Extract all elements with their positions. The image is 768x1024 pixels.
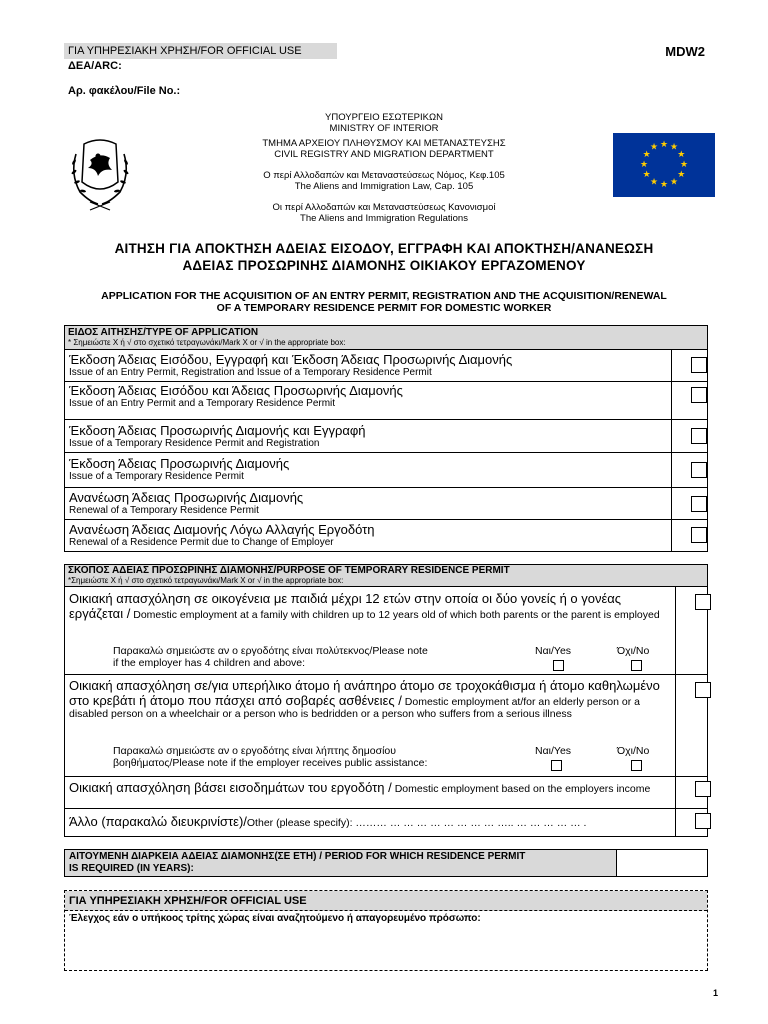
type-row [65,420,707,453]
type-row-label-en: Issue of a Temporary Residence Permit [69,471,244,482]
type-checkbox[interactable] [691,357,707,373]
ministry-line-gr: ΥΠΟΥΡΓΕΙΟ ΕΣΩΤΕΡΙΚΩΝ [325,112,443,123]
duration-label-line1: ΑΙΤΟΥΜΕΝΗ ΔΙΑΡΚΕΙΑ ΑΔΕΙΑΣ ΔΙΑΜΟΝΗΣ(ΣΕ ΕΤΗ) / PERIOD FOR WHICH RESIDENCE PERMIT [69,851,526,862]
purpose-row-children [65,587,707,675]
title-greek-line1: ΑΙΤΗΣΗ ΓΙΑ ΑΠΟΚΤΗΣΗ ΑΔΕΙΑΣ ΕΙΣΟΔΟΥ, ΕΓΓΡΑΦΗ ΚΑΙ ΑΠΟΚΤΗΣΗ/ΑΝΑΝΕΩΣΗ [114,241,654,256]
type-row-label-gr: Έκδοση Άδειας Εισόδου και Άδειας Προσωρινής Διαμονής [69,383,403,398]
arc-label: ΔΕΑ/ARC: [68,60,122,72]
type-row-label-gr: Ανανέωση Άδειας Διαμονής Λόγω Αλλαγής Εργοδότη [69,522,375,537]
svg-text:★: ★ [642,170,651,180]
regulations-line-en: The Aliens and Immigration Regulations [300,213,468,224]
type-row-label-gr: Ανανέωση Άδειας Προσωρινής Διαμονής [69,490,304,505]
svg-text:★: ★ [659,180,669,190]
yes-checkbox[interactable] [553,660,564,671]
file-no-label: Αρ. φακέλου/File No.: [68,85,181,97]
type-row-label-en: Issue of a Temporary Residence Permit and Registration [69,438,320,449]
type-row-label-en: Issue of an Entry Permit and a Temporary Residence Permit [69,398,336,409]
type-row-label-gr: Έκδοση Άδειας Προσωρινής Διαμονής [69,456,290,471]
svg-text:★: ★ [649,177,659,188]
ministry-block [0,112,768,224]
purpose-section-note: *Σημειώστε Χ ή √ στο σχετικό τετραγωνάκι/Mark X or √ in the appropriate box: [68,576,344,585]
purpose-section [64,564,708,837]
svg-text:★: ★ [669,177,679,188]
title-greek [0,240,768,274]
title-english-line1: APPLICATION FOR THE ACQUISITION OF AN ENTRY PERMIT, REGISTRATION AND THE ACQUISITION/RENEWAL [101,290,667,302]
public-assistance-question [113,745,427,769]
type-row-label-en: Renewal of a Temporary Residence Permit [69,505,259,516]
type-row-label-gr: Έκδοση Άδειας Εισόδου, Εγγραφή και Έκδοση Άδειας Προσωρινής Διαμονής [69,352,513,367]
department-line-gr: ΤΜΗΜΑ ΑΡΧΕΙΟΥ ΠΛΗΘΥΣΜΟΥ ΚΑΙ ΜΕΤΑΝΑΣΤΕΥΣΗΣ [262,138,506,149]
yes-checkbox[interactable] [551,760,562,771]
purpose-label-gr: Οικιακή απασχόληση σε/για υπερήλικο άτομο ή ανάπηρο άτομο σε τροχοκάθισμα ή άτομο καθηλωμένο στο κρεβάτι ή άτομο που πάσχει από σοβαρές ασθένειες / [69,678,660,708]
title-greek-line2: ΑΔΕΙΑΣ ΠΡΟΣΩΡΙΝΗΣ ΔΙΑΜΟΝΗΣ ΟΙΚΙΑΚΟΥ ΕΡΓΑΖΟΜΕΝΟΥ [182,258,586,273]
department-line-en: CIVIL REGISTRY AND MIGRATION DEPARTMENT [274,149,494,160]
no-label: Όχι/No [617,745,650,757]
title-english-line2: OF A TEMPORARY RESIDENCE PERMIT FOR DOMESTIC WORKER [216,302,552,314]
type-section-note: * Σημειώστε Χ ή √ στο σχετικό τετραγωνάκι/Mark X or √ in the appropriate box: [68,338,346,347]
svg-text:★: ★ [649,142,659,153]
question-line2: if the employer has 4 children and above: [113,657,306,669]
question-line2: βοηθήματος/Please note if the employer receives public assistance: [113,757,428,769]
type-checkbox[interactable] [691,496,707,512]
law-line-gr: Ο περί Αλλοδαπών και Μεταναστεύσεως Νόμος, Κεφ.105 [263,170,505,181]
type-of-application-section [64,325,708,552]
type-section-title: ΕΙΔΟΣ ΑΙΤΗΣΗΣ/TYPE OF APPLICATION [68,327,259,338]
wanted-person-check-label: Έλεγχος εάν ο υπήκοος τρίτης χώρας είναι αναζητούμενο ή απαγορευμένο πρόσωπο: [69,913,481,924]
svg-text:★: ★ [669,142,679,153]
svg-text:★: ★ [639,160,649,170]
type-checkbox[interactable] [691,462,707,478]
svg-text:★: ★ [642,150,651,160]
type-row [65,350,707,382]
purpose-label-gr: Οικιακή απασχόληση βάσει εισοδημάτων του εργοδότη / [69,780,392,795]
other-specify-field[interactable]: Other (please specify): ……… … … … … … … … … ….. … … … … … . [246,817,587,829]
yes-label: Ναι/Yes [535,645,572,657]
svg-text:★: ★ [677,150,686,160]
purpose-row-elderly [65,675,707,777]
type-row-label-en: Renewal of a Residence Permit due to Change of Employer [69,537,334,548]
type-row [65,453,707,488]
duration-label [65,850,617,876]
purpose-label-gr: Οικιακή απασχόληση σε οικογένεια με παιδιά μέχρι 12 ετών στην οποία οι δύο γονείς ή ο γονέας εργάζεται / [69,591,622,621]
type-checkbox[interactable] [691,527,707,543]
svg-text:★: ★ [677,170,686,180]
duration-years-input[interactable] [618,850,707,876]
question-line1: Παρακαλώ σημειώστε αν ο εργοδότης είναι λήπτης δημοσίου [113,745,396,757]
official-use-label: ΓΙΑ ΥΠΗΡΕΣΙΑΚΗ ΧΡΗΣΗ/FOR OFFICIAL USE [64,43,337,59]
type-row [65,520,707,551]
purpose-checkbox[interactable] [695,594,711,610]
purpose-row-text [69,678,669,720]
purpose-label-gr: Άλλο (παρακαλώ διευκρινίστε)/ [69,814,247,829]
form-code: MDW2 [665,44,705,59]
large-family-question [113,645,428,669]
no-label: Όχι/No [617,645,650,657]
no-checkbox[interactable] [631,760,642,771]
no-checkbox[interactable] [631,660,642,671]
purpose-section-header [65,565,707,587]
svg-text:★: ★ [679,160,689,170]
law-line-en: The Aliens and Immigration Law, Cap. 105 [294,181,474,192]
duration-section [64,849,708,877]
type-row-label-gr: Έκδοση Άδειας Προσωρινής Διαμονής και Εγγραφή [69,423,366,438]
ministry-line-en: MINISTRY OF INTERIOR [329,123,439,134]
question-line1: Παρακαλώ σημειώστε αν ο εργοδότης είναι πολύτεκνος/Please note [113,645,428,657]
purpose-row-income [65,777,707,809]
purpose-row-text [69,814,669,829]
type-row-label-en: Issue of an Entry Permit, Registration and Issue of a Temporary Residence Permit [69,367,432,378]
purpose-row-text [69,591,669,621]
page-number: 1 [712,988,718,998]
purpose-checkbox[interactable] [695,682,711,698]
official-use-title: ΓΙΑ ΥΠΗΡΕΣΙΑΚΗ ΧΡΗΣΗ/FOR OFFICIAL USE [65,891,707,911]
purpose-checkbox[interactable] [695,813,711,829]
purpose-label-en: Domestic employment at a family with children up to 12 years old of which both parents or the parent is employed [133,609,660,621]
purpose-label-en: Domestic employment based on the employers income [394,783,651,795]
purpose-label-en: Domestic employment at/for an elderly person or a disabled person on a wheelchair or a person who is bedridden or a person who suffers from a serious illness [69,696,640,720]
regulations-line-gr: Οι περί Αλλοδαπών και Μεταναστεύσεως Κανονισμοί [272,202,496,213]
official-use-section [64,890,708,971]
type-checkbox[interactable] [691,428,707,444]
type-row [65,488,707,520]
purpose-row-text [69,780,669,795]
yes-label: Ναι/Yes [535,745,572,757]
purpose-checkbox[interactable] [695,781,711,797]
svg-text:★: ★ [659,140,669,150]
purpose-section-title: ΣΚΟΠΟΣ ΑΔΕΙΑΣ ΠΡΟΣΩΡΙΝΗΣ ΔΙΑΜΟΝΗΣ/PURPOSE OF TEMPORARY RESIDENCE PERMIT [68,565,510,576]
title-english [0,290,768,314]
type-section-header [65,326,707,350]
type-checkbox[interactable] [691,387,707,403]
purpose-row-other [65,809,707,836]
duration-label-line2: IS REQUIRED (IN YEARS): [69,863,194,874]
type-row [65,382,707,420]
